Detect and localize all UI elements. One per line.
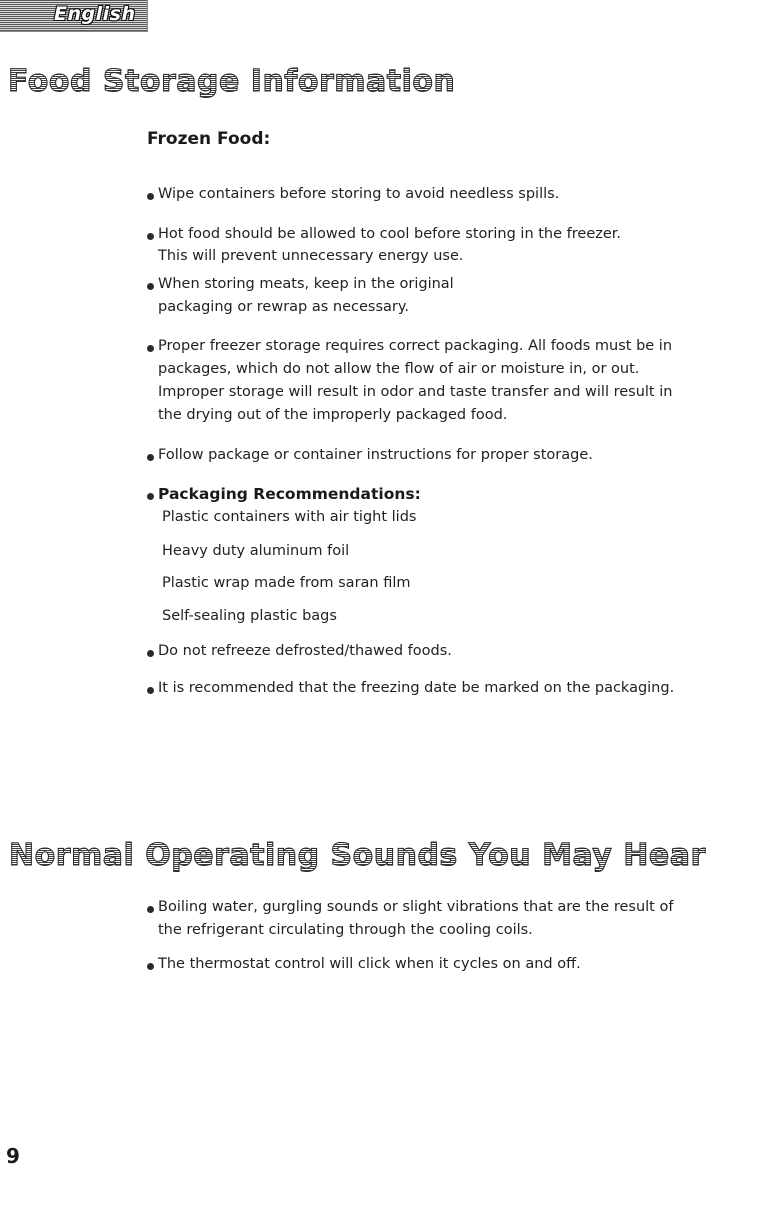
bullet-dot	[147, 454, 154, 461]
bullet-dot	[147, 687, 154, 694]
bullet-line: the drying out of the improperly packaged food.	[158, 407, 508, 423]
bullet-line: The thermostat control will click when it cycles on and off.	[158, 956, 581, 972]
bullet-dot	[147, 283, 154, 290]
bullet-line: packages, which do not allow the flow of air or moisture in, or out.	[158, 361, 640, 377]
bullet-line: Hot food should be allowed to cool before storing in the freezer.	[158, 226, 622, 242]
bullet-line: Improper storage will result in odor and taste transfer and will result in	[158, 384, 673, 400]
packaging-item: Plastic wrap made from saran film	[162, 575, 411, 591]
packaging-heading: Packaging Recommendations:	[158, 485, 421, 503]
bullet-line: the refrigerant circulating through the cooling coils.	[158, 922, 533, 938]
bullet-line: Boiling water, gurgling sounds or slight vibrations that are the result of	[158, 899, 674, 915]
bullet-line: This will prevent unnecessary energy use.	[158, 248, 464, 264]
frozen-food-subtitle: Frozen Food:	[147, 129, 271, 149]
bullet-dot	[147, 193, 154, 200]
bullet-line: When storing meats, keep in the original	[158, 276, 454, 292]
packaging-item: Plastic containers with air tight lids	[162, 509, 417, 525]
packaging-item: Self-sealing plastic bags	[162, 608, 337, 624]
bullet-line: packaging or rewrap as necessary.	[158, 299, 409, 315]
bullet-line: Follow package or container instructions for proper storage.	[158, 447, 593, 463]
bullet-line: Do not refreeze defrosted/thawed foods.	[158, 643, 452, 659]
bullet-line: Wipe containers before storing to avoid needless spills.	[158, 186, 560, 202]
bullet-dot	[147, 345, 154, 352]
bullet-dot	[147, 963, 154, 970]
bullet-dot	[147, 493, 154, 500]
operating-sounds-title: Normal Operating Sounds You May Hear	[9, 838, 706, 873]
bullet-dot	[147, 233, 154, 240]
bullet-line: Proper freezer storage requires correct packaging. All foods must be in	[158, 338, 673, 354]
bullet-line: It is recommended that the freezing date be marked on the packaging.	[158, 680, 675, 696]
food-storage-title: Food Storage Information	[8, 64, 456, 99]
packaging-item: Heavy duty aluminum foil	[162, 543, 350, 559]
bullet-dot	[147, 650, 154, 657]
page-number: 9	[6, 1144, 20, 1168]
language-tab	[0, 0, 148, 32]
bullet-dot	[147, 906, 154, 913]
language-tab-label: English	[54, 3, 136, 25]
